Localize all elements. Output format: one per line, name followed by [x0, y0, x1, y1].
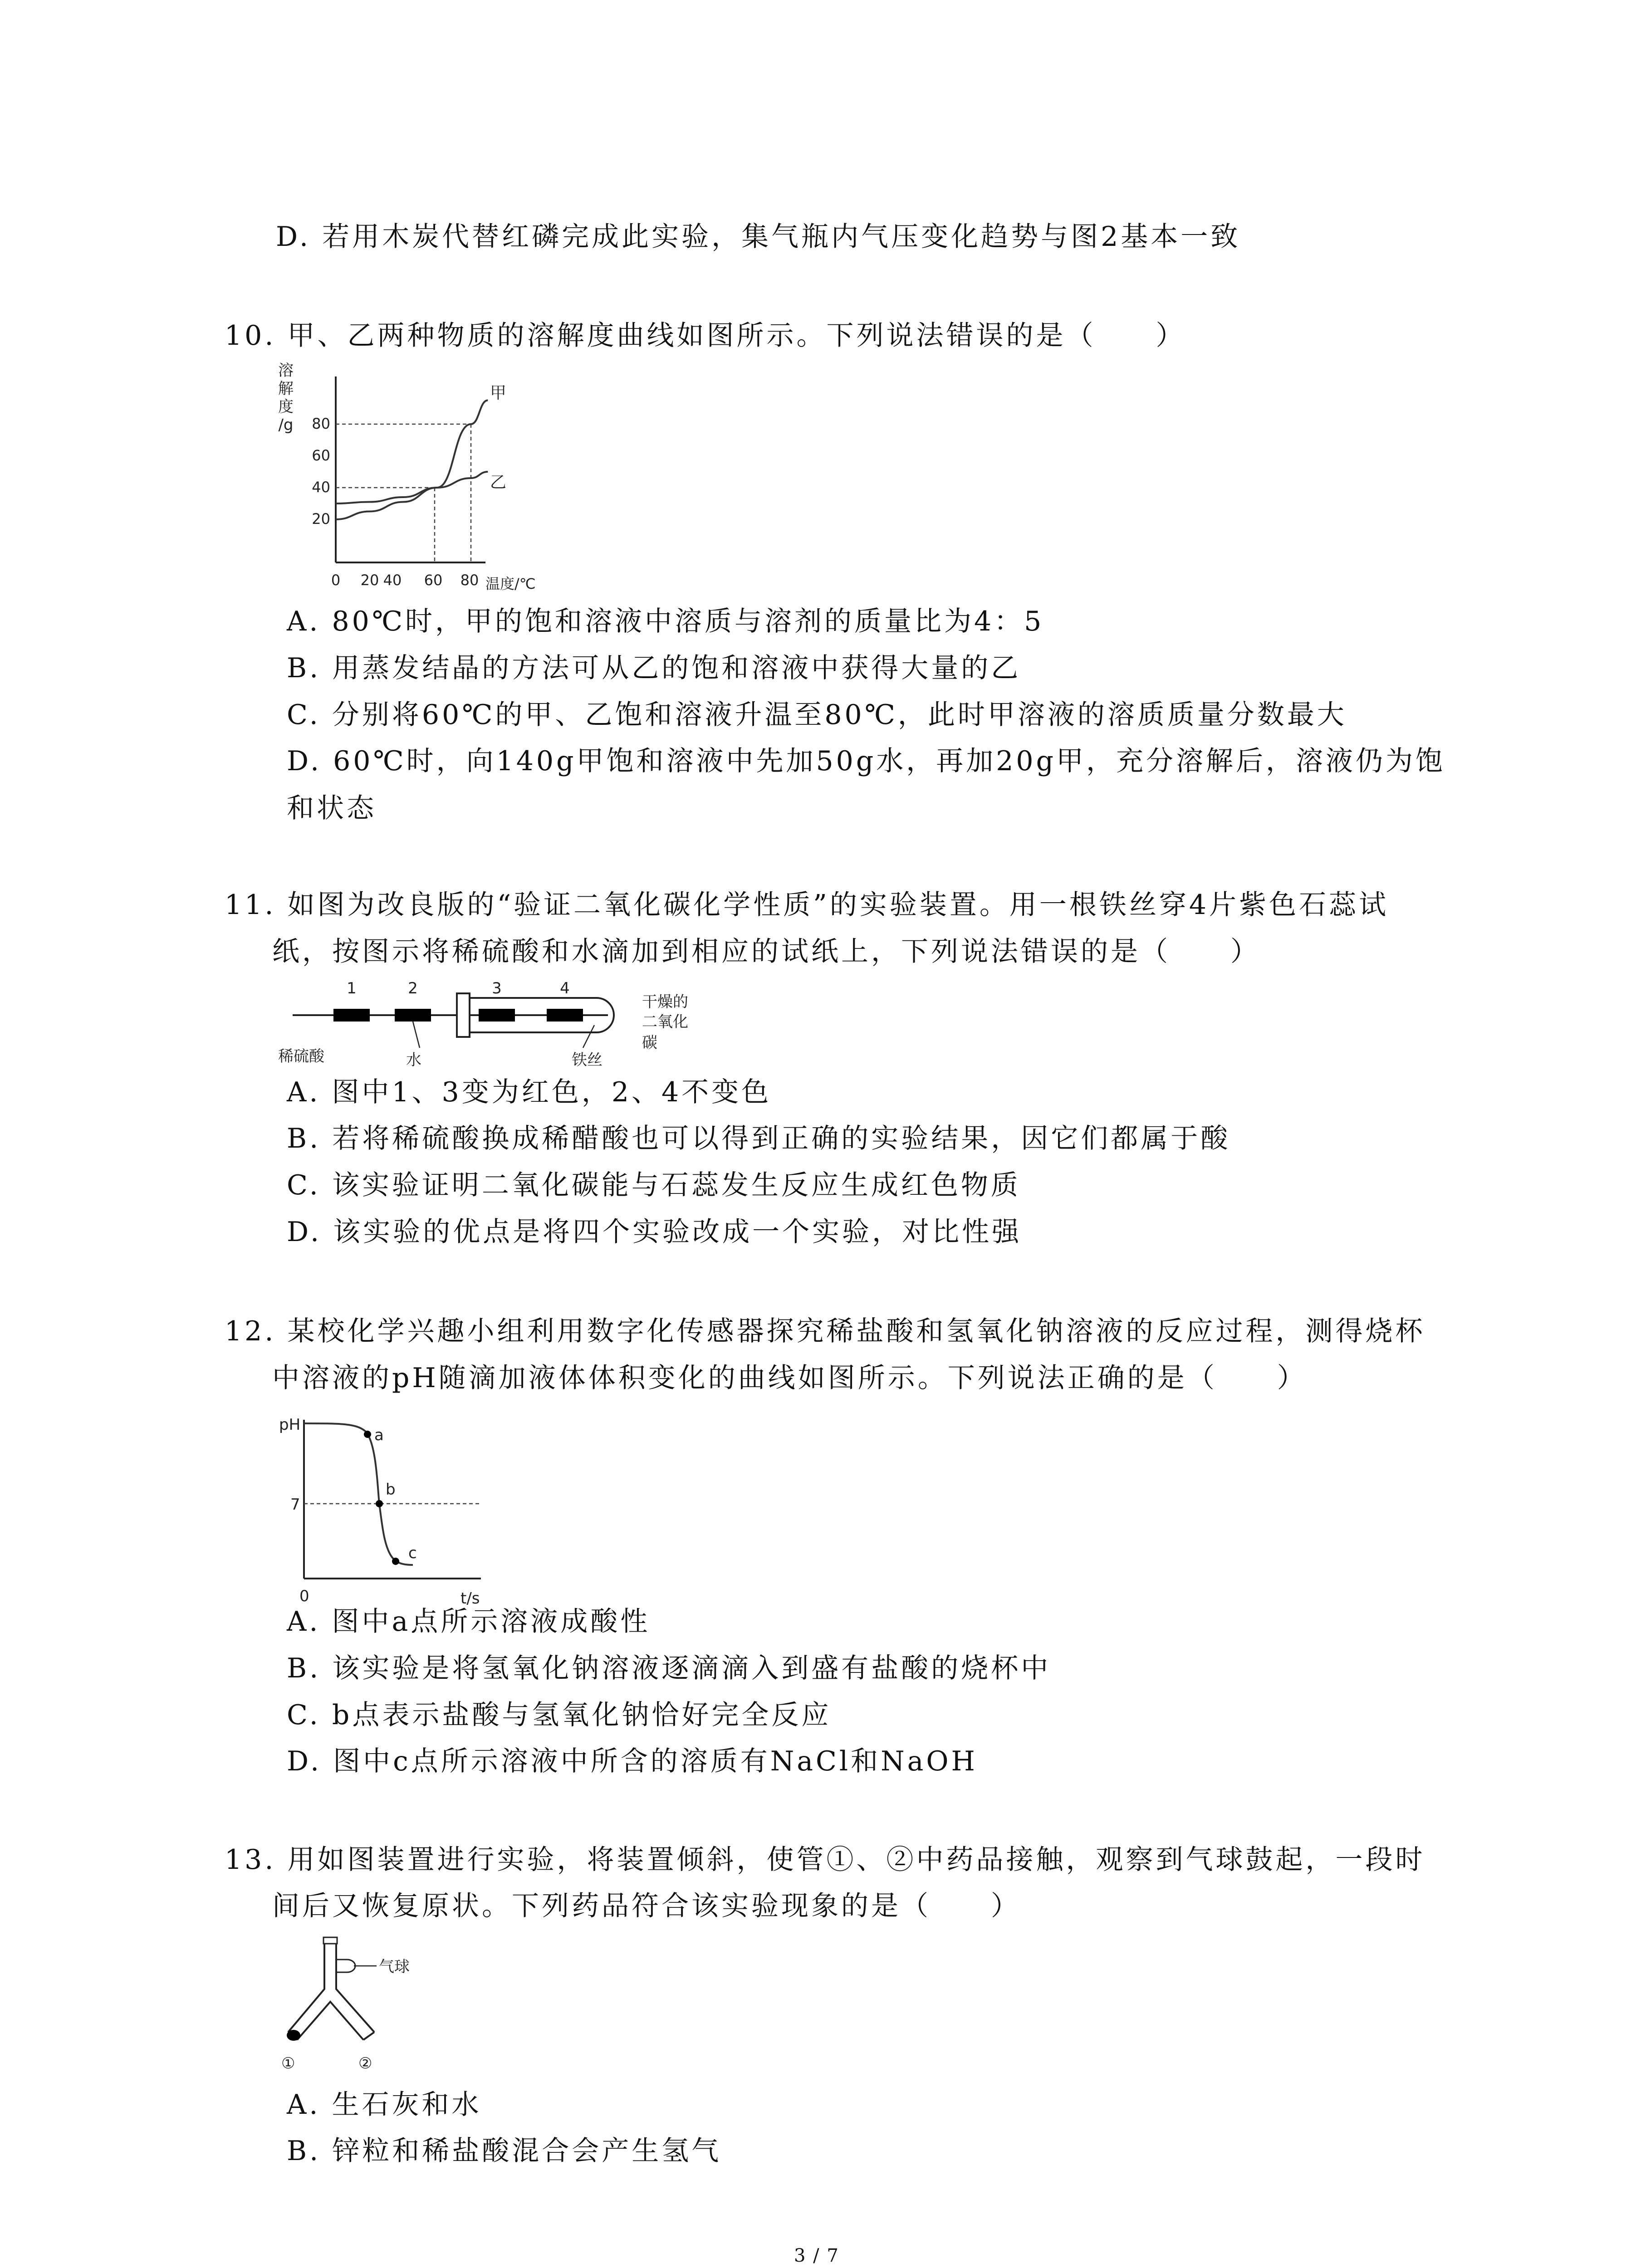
q12-option-b: B. 该实验是将氢氧化钠溶液逐滴滴入到盛有盐酸的烧杯中	[287, 1652, 1051, 1684]
x-axis-label: 温度/℃	[485, 575, 536, 592]
q12-option-d: D. 图中c点所示溶液中所含的溶质有NaCl和NaOH	[287, 1745, 978, 1777]
ph-chart	[277, 1411, 495, 1610]
y-label-char: /g	[278, 416, 294, 434]
q12-option-c: C. b点表示盐酸与氢氧化钠恰好完全反应	[287, 1699, 832, 1731]
point-b	[376, 1500, 383, 1507]
q10-stem: 10. 甲、乙两种物质的溶解度曲线如图所示。下列说法错误的是（ ）	[225, 320, 1186, 352]
x-tick-label: 80	[460, 572, 479, 589]
x-tick-label: 0	[331, 572, 341, 589]
x-tick-label: 20	[360, 572, 379, 589]
y-label-char: 溶	[278, 362, 294, 380]
q11-option-d: D. 该实验的优点是将四个实验改成一个实验，对比性强	[287, 1216, 1022, 1248]
y-label-char: 解	[278, 380, 294, 398]
balloon-label: 气球	[379, 1958, 410, 1976]
q10-option-a: A. 80℃时，甲的饱和溶液中溶质与溶剂的质量比为4：5	[287, 606, 1044, 637]
ph7-label: 7	[290, 1496, 300, 1514]
q11-option-c: C. 该实验证明二氧化碳能与石蕊发生反应生成红色物质	[287, 1169, 1021, 1201]
q13-stem-line2: 间后又恢复原状。下列药品符合该实验现象的是（ ）	[272, 1890, 1021, 1922]
q12-option-a: A. 图中a点所示溶液成酸性	[287, 1606, 651, 1637]
balloon	[336, 1960, 355, 1972]
paper-number: 4	[560, 979, 570, 997]
paper-number: 1	[347, 979, 357, 997]
co2-label: 干燥的	[642, 993, 688, 1011]
q10-option-c: C. 分别将60℃的甲、乙饱和溶液升温至80℃，此时甲溶液的溶质质量分数最大	[287, 699, 1347, 731]
ph-curve	[304, 1423, 413, 1565]
water-label: 水	[406, 1051, 421, 1069]
acid-label: 稀硫酸	[278, 1047, 324, 1066]
y-tick-label: 20	[312, 510, 330, 528]
point-c	[392, 1558, 399, 1565]
q13-stem-line1: 13. 用如图装置进行实验，将装置倾斜，使管①、②中药品接触，观察到气球鼓起，一段时	[225, 1844, 1425, 1876]
curve-jia	[336, 401, 488, 504]
q11-stem-line1: 11. 如图为改良版的“验证二氧化碳化学性质”的实验装置。用一根铁丝穿4片紫色石蕊试	[225, 889, 1389, 921]
q13-option-a: A. 生石灰和水	[287, 2089, 482, 2121]
paper-number: 2	[408, 979, 418, 997]
tube-1-marker: ①	[281, 2054, 295, 2072]
tube-top	[323, 1937, 337, 1944]
curve-jia-label: 甲	[490, 384, 507, 402]
test-paper-2	[395, 1009, 431, 1022]
curve-yi-label: 乙	[490, 473, 507, 492]
q11-stem-line2: 纸，按图示将稀硫酸和水滴加到相应的试纸上，下列说法错误的是（ ）	[272, 936, 1260, 968]
q10-option-d: D. 60℃时，向140g甲饱和溶液中先加50g水，再加20g甲，充分溶解后，溶液仍为饱	[287, 745, 1446, 777]
tube-2-marker: ②	[358, 2054, 372, 2072]
page-number: 3 / 7	[794, 2245, 839, 2266]
y-axis-label: pH	[279, 1416, 301, 1434]
point-a-label: a	[374, 1426, 384, 1444]
x-tick-label: 40	[383, 572, 402, 589]
q11-option-a: A. 图中1、3变为红色，2、4不变色	[287, 1076, 772, 1108]
q12-stem-line2: 中溶液的pH随滴加液体体积变化的曲线如图所示。下列说法正确的是（ ）	[272, 1362, 1307, 1394]
origin-label: 0	[299, 1587, 309, 1605]
q12-stem-line1: 12. 某校化学兴趣小组利用数字化传感器探究稀盐酸和氢氧化钠溶液的反应过程，测得烧杯	[225, 1315, 1425, 1347]
x-tick-label: 60	[424, 572, 443, 589]
q9-option-d: D. 若用木炭代替红磷完成此实验，集气瓶内气压变化趋势与图2基本一致	[276, 221, 1241, 253]
y-tube-apparatus	[279, 1935, 451, 2080]
leader-wire	[583, 1025, 594, 1048]
test-paper-1	[333, 1009, 370, 1022]
co2-apparatus	[279, 980, 733, 1070]
y-tick-label: 60	[312, 447, 330, 464]
solubility-chart	[272, 358, 536, 594]
tube-stopper	[457, 993, 470, 1037]
x-axis-label: t/s	[460, 1589, 480, 1608]
tube-2-end	[363, 2032, 374, 2040]
q13-option-b: B. 锌粒和稀盐酸混合会产生氢气	[287, 2135, 722, 2167]
q10-option-d-cont: 和状态	[287, 792, 377, 824]
q11-option-b: B. 若将稀硫酸换成稀醋酸也可以得到正确的实验结果，因它们都属于酸	[287, 1123, 1231, 1154]
point-a	[364, 1431, 371, 1438]
point-c-label: c	[408, 1544, 417, 1562]
paper-number: 3	[492, 979, 502, 997]
y-label-char: 度	[278, 398, 294, 416]
co2-label: 碳	[642, 1034, 657, 1052]
y-tick-label: 80	[312, 415, 330, 432]
point-b-label: b	[386, 1481, 396, 1499]
y-shaped-tube	[288, 1944, 374, 2040]
tube-1-reagent	[287, 2030, 300, 2041]
co2-label: 二氧化	[642, 1013, 688, 1031]
wire-label: 铁丝	[572, 1051, 603, 1069]
test-paper-3	[479, 1009, 515, 1022]
test-paper-4	[547, 1009, 583, 1022]
y-tick-label: 40	[312, 479, 330, 496]
leader-water	[413, 1022, 420, 1048]
q10-option-b: B. 用蒸发结晶的方法可从乙的饱和溶液中获得大量的乙	[287, 652, 1021, 684]
